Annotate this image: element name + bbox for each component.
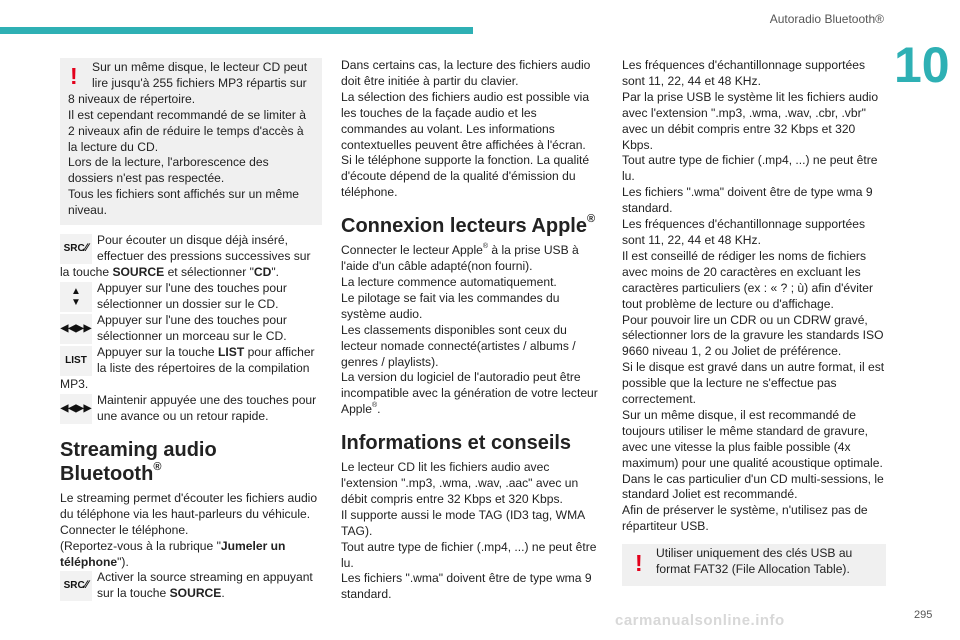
- watermark: carmanualsonline.info: [615, 612, 785, 629]
- instruction-tail: la touche SOURCE et sélectionner "CD".: [60, 265, 279, 280]
- paragraph: Il supporte aussi le mode TAG (ID3 tag, WMA TAG).: [341, 507, 585, 538]
- paragraph: Les fichiers ".wma" doivent être de type wma 9 standard.: [341, 571, 592, 602]
- warning-box: [622, 544, 886, 586]
- warning-text: Il est cependant recommandé de se limiter à 2 niveaux afin de réduire le temps d'accès à la lecture du CD.: [68, 107, 306, 154]
- paragraph: Le streaming permet d'écouter les fichiers audio du téléphone via les haut-parleurs du véhicule.: [60, 490, 318, 521]
- paragraph: (Reportez-vous à la rubrique "Jumeler un téléphone").: [60, 538, 286, 569]
- warning-icon: !: [70, 63, 78, 89]
- paragraph: La lecture commence automatiquement.: [341, 274, 557, 289]
- header-accent-bar: [0, 27, 473, 34]
- warning-text: Lors de la lecture, l'arborescence des dossiers n'est pas respectée.: [68, 155, 269, 186]
- paragraph: Les fréquences d'échantillonnage supportées sont 11, 22, 44 et 48 KHz.: [622, 217, 866, 247]
- section-heading: Streaming audio Bluetooth®: [60, 438, 217, 485]
- instruction-row: [60, 393, 322, 425]
- paragraph: Tout autre type de fichier (.mp4, ...) ne peut être lu.: [622, 153, 878, 184]
- src-button-icon: SRC ∕∕: [60, 571, 92, 601]
- paragraph: Dans le cas particulier d'un CD multi-sessions, le standard Joliet est recommandé.: [622, 471, 884, 502]
- instruction-row: [60, 233, 322, 265]
- list-button-icon: LIST: [60, 346, 92, 376]
- warning-lead: Sur un même disque, le lecteur CD peut lire jusqu'à 255 fichiers MP3 répartis sur: [92, 60, 308, 90]
- instruction-text: Activer la source streaming en appuyant sur la touche SOURCE.: [97, 570, 313, 601]
- prev-next-icon: ◀◀▶▶: [60, 314, 92, 344]
- paragraph: Les fichiers ".wma" doivent être de type wma 9 standard.: [622, 185, 873, 216]
- paragraph: Il est conseillé de rédiger les noms de fichiers avec moins de 20 caractères en excluant les caractères particuliers (ex : « ? ; ù) afin d'éviter tout problème de lecture ou d'affichage.: [622, 248, 874, 311]
- paragraph: Les fréquences d'échantillonnage supportées sont 11, 22, 44 et 48 KHz.: [622, 58, 866, 88]
- warning-text: Utiliser uniquement des clés USB au format FAT32 (File Allocation Table).: [656, 546, 853, 577]
- instruction-row: [60, 345, 322, 377]
- column-2: [341, 58, 603, 603]
- paragraph: Si le disque est gravé dans un autre format, il est possible que la lecture ne s'effectue pas correctement.: [622, 360, 885, 407]
- paragraph: Dans certains cas, la lecture des fichiers audio doit être initiée à partir du clavier.: [341, 58, 591, 88]
- warning-icon: !: [635, 550, 643, 577]
- instruction-row: [60, 313, 322, 345]
- instruction-text: Appuyer sur l'une des touches pour sélectionner un dossier sur le CD.: [97, 280, 287, 311]
- paragraph: Les classements disponibles sont ceux du lecteur nomade connecté(artistes / albums / genres / playlists).: [341, 322, 576, 369]
- instruction-row: [60, 281, 322, 313]
- paragraph: Afin de préserver le système, n'utilisez pas de répartiteur USB.: [622, 503, 868, 534]
- chapter-number: 10: [894, 37, 950, 93]
- column-3: [622, 58, 886, 586]
- page-number: 295: [914, 609, 933, 621]
- paragraph: Tout autre type de fichier (.mp4, ...) ne peut être lu.: [341, 539, 597, 570]
- header-title: Autoradio Bluetooth®: [769, 12, 884, 26]
- paragraph: Connecter le lecteur Apple® à la prise USB à l'aide d'un câble adapté(non fourni).: [341, 243, 579, 274]
- paragraph: La version du logiciel de l'autoradio peut être incompatible avec la génération de votre lecteur Apple®.: [341, 370, 598, 417]
- instruction-row: [60, 570, 322, 602]
- prev-next-icon: ◀◀▶▶: [60, 394, 92, 424]
- instruction-text: Appuyer sur la touche LIST pour afficher la liste des répertoires de la compilation: [97, 344, 315, 375]
- warning-text: 8 niveaux de répertoire.: [68, 91, 196, 106]
- paragraph: La sélection des fichiers audio est possible via les touches de la façade audio et les commandes au volant. Les informations contextuelles peuvent être affichées à l'écran.: [341, 89, 590, 152]
- paragraph: Sur un même disque, il est recommandé de toujours utiliser le même standard de gravure, avec une vitesse la plus faible possible (4x maximum) pour une qualité acoustique optimale.: [622, 407, 883, 470]
- instruction-text: Appuyer sur l'une des touches pour sélectionner un morceau sur le CD.: [97, 312, 287, 343]
- paragraph: Par la prise USB le système lit les fichiers audio avec l'extension ".mp3, .wma, .wav, .cbr, .vbr" avec un débit compris entre 32 Kbps et 320 Kbps.: [622, 89, 879, 152]
- column-1: [60, 58, 322, 602]
- warning-text: Tous les fichiers sont affichés sur un même niveau.: [68, 187, 300, 218]
- src-button-icon: SRC ∕∕: [60, 234, 92, 264]
- section-heading: Connexion lecteurs Apple®: [341, 213, 596, 238]
- paragraph: Connecter le téléphone.: [60, 522, 189, 537]
- instruction-text: Pour écouter un disque déjà inséré, effectuer des pressions successives sur: [97, 233, 311, 263]
- section-heading: Informations et conseils: [341, 432, 572, 455]
- up-down-arrows-icon: ▲ ▼: [60, 282, 92, 312]
- paragraph: Le pilotage se fait via les commandes du système audio.: [341, 290, 560, 321]
- paragraph: Pour pouvoir lire un CDR ou un CDRW gravé, sélectionner lors de la gravure les standards ISO 9660 niveau 1, 2 ou Joliet de préférence.: [622, 312, 884, 359]
- instruction-text: Maintenir appuyée une des touches pour une avance ou un retour rapide.: [97, 392, 317, 423]
- paragraph: Si le téléphone supporte la fonction. La qualité d'écoute dépend de la qualité d'émission du téléphone.: [341, 153, 590, 200]
- warning-box: [60, 58, 322, 225]
- instruction-tail: MP3.: [60, 376, 89, 391]
- paragraph: Le lecteur CD lit les fichiers audio avec l'extension ".mp3, .wma, .wav, .aac" avec un débit compris entre 32 Kbps et 320 Kbps.: [341, 460, 579, 506]
